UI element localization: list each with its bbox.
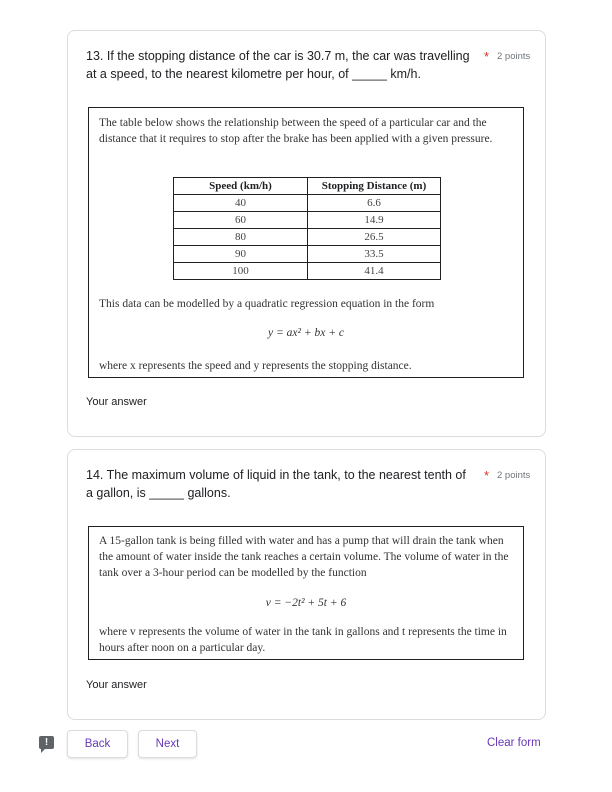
table-cell: 100: [174, 263, 308, 280]
question-title: 13. If the stopping distance of the car is 30.7 m, the car was travelling at a speed, to the nearest kilometre per hour, of _____ km/h.: [86, 49, 470, 81]
answer-input[interactable]: Your answer: [86, 679, 147, 691]
table-header: Stopping Distance (m): [308, 178, 441, 195]
table-cell: 60: [174, 212, 308, 229]
table-cell: 26.5: [308, 229, 441, 246]
image-intro-text: A 15-gallon tank is being filled with water and has a pump that will drain the tank when the amount of water inside the tank reaches a certain volume. The volume of water in the tank over a 3-hour period can be modelled by the function: [99, 535, 509, 579]
table-cell: 41.4: [308, 263, 441, 280]
table-cell: 14.9: [308, 212, 441, 229]
required-asterisk: *: [484, 468, 490, 483]
table-row: [174, 246, 441, 263]
table-row: [174, 229, 441, 246]
table-cell: 80: [174, 229, 308, 246]
points-label: 2 points: [497, 51, 531, 62]
table-header: Speed (km/h): [174, 178, 308, 195]
question-title: 14. The maximum volume of liquid in the tank, to the nearest tenth of a gallon, is _____ gallons.: [86, 468, 466, 500]
table-row: [174, 263, 441, 280]
table-cell: 40: [174, 195, 308, 212]
table-cell: 6.6: [308, 195, 441, 212]
image-intro-text: The table below shows the relationship between the speed of a particular car and the distance that it requires to stop after the brake has been applied with a given pressure.: [99, 117, 493, 145]
answer-input[interactable]: Your answer: [86, 396, 147, 408]
where-text: where v represents the volume of water in the tank in gallons and t represents the time in hours after noon on a particular day.: [99, 626, 507, 654]
back-button[interactable]: Back: [67, 730, 128, 758]
regression-equation: y = ax² + bx + c: [268, 327, 344, 339]
volume-equation: v = −2t² + 5t + 6: [265, 597, 347, 609]
speed-distance-table: [173, 177, 441, 280]
where-text: where x represents the speed and y represents the stopping distance.: [99, 360, 412, 372]
required-asterisk: *: [484, 49, 490, 64]
question-card-13: [67, 30, 546, 437]
report-feedback-icon[interactable]: !: [39, 736, 54, 749]
table-header-row: [174, 178, 441, 195]
table-row: [174, 212, 441, 229]
table-cell: 90: [174, 246, 308, 263]
next-button[interactable]: Next: [138, 730, 197, 758]
table-row: [174, 195, 441, 212]
points-label: 2 points: [497, 470, 531, 481]
table-cell: 33.5: [308, 246, 441, 263]
question-image: [88, 526, 524, 660]
model-text: This data can be modelled by a quadratic regression equation in the form: [99, 298, 435, 310]
clear-form-button[interactable]: Clear form: [487, 737, 541, 749]
form-footer: [0, 728, 612, 760]
question-card-14: [67, 449, 546, 720]
question-image: [88, 107, 524, 378]
